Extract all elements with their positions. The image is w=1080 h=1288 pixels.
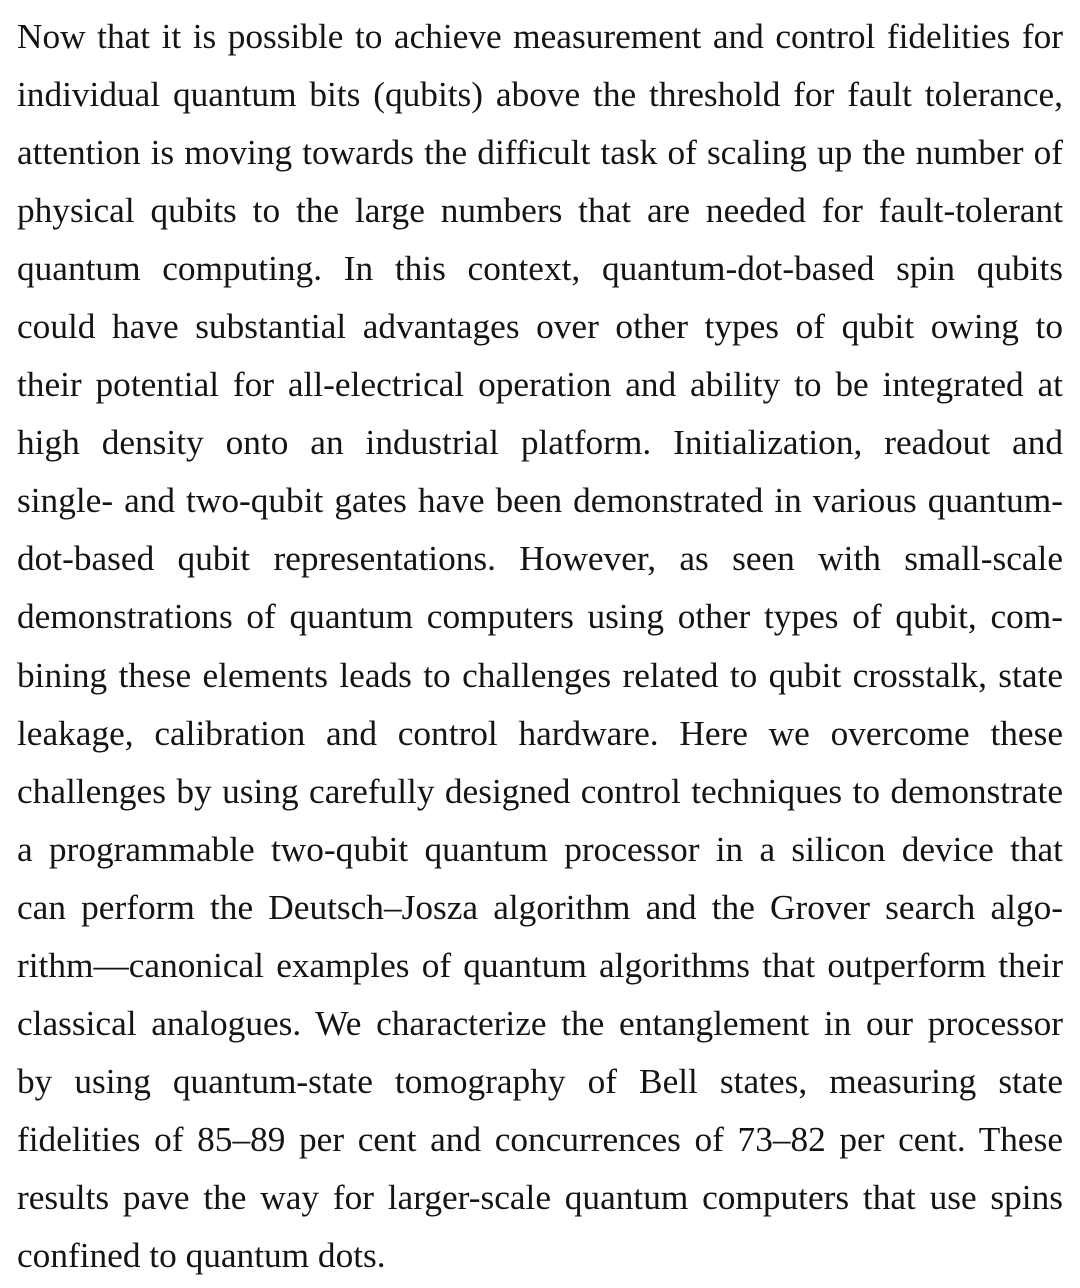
text-line: single- and two-qubit gates have been demonstrated in various quantum- xyxy=(17,481,1063,521)
text-line: high density onto an industrial platform. Initialization, readout and xyxy=(17,423,1063,463)
text-line: fidelities of 85–89 per cent and concurrences of 73–82 per cent. These xyxy=(17,1119,1063,1159)
text-line: results pave the way for larger-scale quantum computers that use spins xyxy=(17,1177,1063,1217)
abstract-paragraph xyxy=(17,8,1063,1285)
text-line: can perform the Deutsch–Josza algorithm and the Grover search algo- xyxy=(17,887,1063,927)
text-line: Now that it is possible to achieve measurement and control fidelities for xyxy=(17,17,1063,56)
text-line: rithm—canonical examples of quantum algorithms that outperform their xyxy=(17,945,1063,985)
text-line: challenges by using carefully designed control techniques to demonstrate xyxy=(17,771,1063,811)
text-line-last: confined to quantum dots. xyxy=(17,1235,386,1275)
text-line: leakage, calibration and control hardware. Here we overcome these xyxy=(17,713,1063,753)
text-line: individual quantum bits (qubits) above the threshold for fault tolerance, xyxy=(17,75,1063,115)
text-line: quantum computing. In this context, quantum-dot-based spin qubits xyxy=(17,249,1063,289)
text-line: by using quantum-state tomography of Bell states, measuring state xyxy=(17,1061,1063,1101)
text-line: could have substantial advantages over other types of qubit owing to xyxy=(17,307,1063,347)
text-line: classical analogues. We characterize the entanglement in our processor xyxy=(17,1003,1063,1043)
text-line: dot-based qubit representations. However, as seen with small-scale xyxy=(17,539,1063,579)
text-line: a programmable two-qubit quantum processor in a silicon device that xyxy=(17,829,1063,869)
text-line: physical qubits to the large numbers that are needed for fault-tolerant xyxy=(17,191,1063,231)
text-line: bining these elements leads to challenges related to qubit crosstalk, state xyxy=(17,655,1063,695)
text-line: attention is moving towards the difficult task of scaling up the number of xyxy=(17,133,1063,173)
text-line: their potential for all-electrical operation and ability to be integrated at xyxy=(17,365,1063,405)
text-line: demonstrations of quantum computers using other types of qubit, com- xyxy=(17,597,1063,637)
